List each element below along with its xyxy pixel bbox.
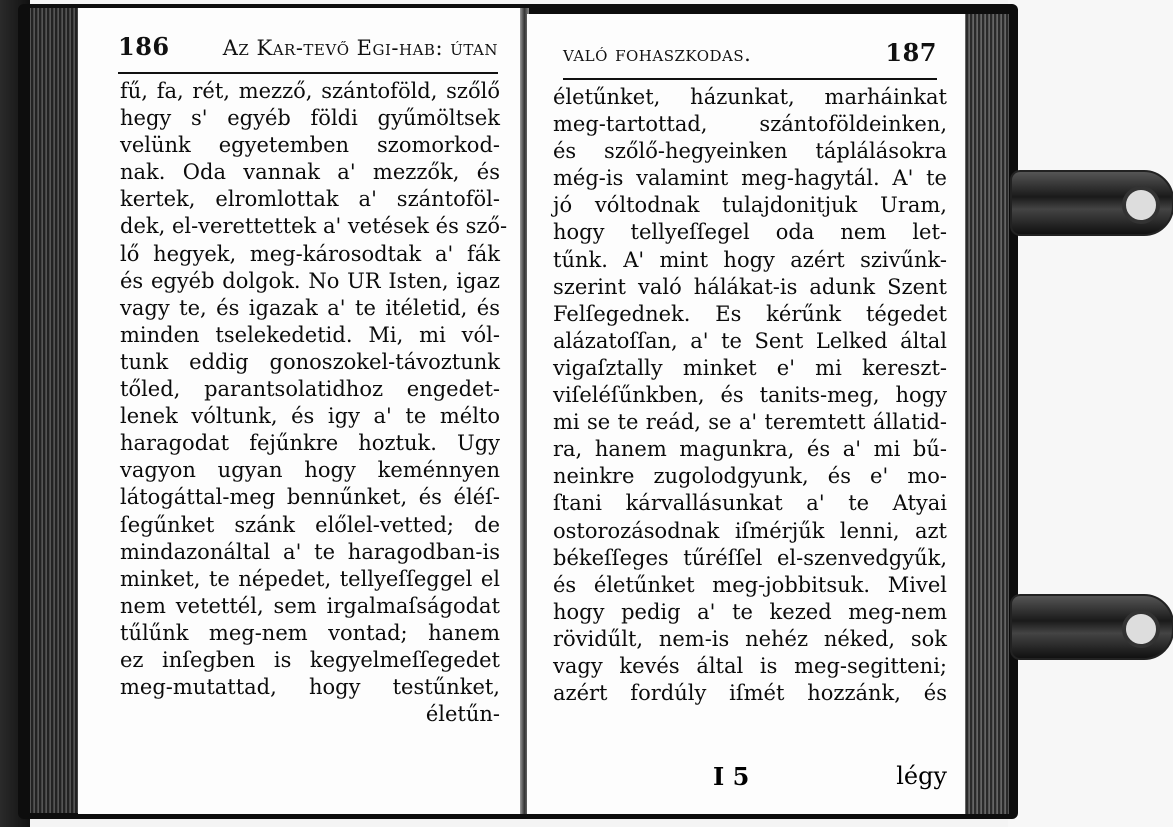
- right-page-text-line: vigaſztally minket e' mi kereszt-: [553, 355, 947, 380]
- left-page-text-line: látogáttal-meg bennűnket, és éléſ-: [120, 485, 500, 510]
- right-page-text-line: békeſſeges tűréſſel el-szenvedgyűk,: [553, 545, 947, 570]
- left-page-text-line: vagyon ugyan hogy keménnyen: [120, 458, 500, 483]
- right-page-text-line: ſtani kárvallásunkat a' te Atyai: [553, 491, 947, 516]
- left-page-text-line: hegy s' egyéb földi gyűmöltsek: [120, 106, 500, 131]
- left-page-text-line: tűlűnk meg-nem vontad; hanem: [120, 620, 500, 645]
- right-page-footer: [553, 762, 947, 791]
- left-page-text: [120, 78, 508, 728]
- right-page-text-line: és szőlő-hegyeinken táplálásokra: [553, 139, 947, 164]
- left-page-text-line: ſegűnket szánk előlel-vetted; de: [120, 512, 500, 537]
- right-page-text-line: viſeléſűnkben, és tanits-meg, hogy: [553, 383, 947, 408]
- left-page-text-line: és egyéb dolgok. No UR Isten, igaz: [120, 268, 500, 293]
- page-edges-left: [30, 8, 78, 813]
- right-page-text: [553, 84, 947, 707]
- right-page-text-line: Felſegednek. Es kérűnk tégedet: [553, 301, 947, 326]
- left-page-text-line: tunk eddig gonoszokel-távoztunk: [120, 349, 500, 374]
- left-page-text-line: tőled, parantsolatidhoz engedet-: [120, 377, 500, 402]
- right-page-text-line: alázatoſſan, a' te Sent Lelked által: [553, 328, 947, 353]
- right-page-text-line: neinkre zugolodgyunk, és e' mo-: [553, 464, 947, 489]
- right-page-text-line: rövidűlt, nem-is nehéz néked, sok: [553, 626, 947, 651]
- left-page-text-line: vagy te, és igazak a' te itéletid, és: [120, 295, 500, 320]
- right-page-text-line: szerint való hálákat-is adunk Szent: [553, 274, 947, 299]
- left-running-head: Az Kar-tevő Egi-hab: útan: [222, 36, 498, 60]
- left-page-text-line: lő hegyek, meg-károsodtak a' fák: [120, 241, 500, 266]
- left-page-text-line: minden tselekedetid. Mi, mi vól-: [120, 322, 500, 347]
- right-page-text-line: hogy pedig a' te kezed meg-nem: [553, 599, 947, 624]
- clasp-icon-lower: [1010, 594, 1173, 660]
- left-page-header: [118, 32, 498, 74]
- right-page-text-line: azért fordúly iſmét hozzánk, és: [553, 681, 947, 706]
- left-page-text-line: ez inſegben is kegyelmeſſegedet: [120, 647, 500, 672]
- left-page-number: 186: [118, 32, 170, 61]
- right-page-text-line: tűnk. A' mint hogy azért szivűnk-: [553, 247, 947, 272]
- right-page-text-line: még-is valamint meg-hagytál. A' te: [553, 166, 947, 191]
- left-page-text-line: életűn-: [425, 702, 500, 727]
- right-page-number: 187: [885, 38, 937, 67]
- left-page-text-line: nem vetettél, sem irgalmaſságodat: [120, 593, 500, 618]
- right-page-text-line: életűnket, házunkat, marháinkat: [553, 85, 947, 109]
- left-page-text-line: dek, el-verettettek a' vetések és sző-: [120, 214, 508, 239]
- left-page: [78, 8, 522, 814]
- left-page-text-line: kertek, elromlottak a' szántoföl-: [120, 187, 500, 212]
- right-page-text-line: ostorozásodnak iſmérjűk lenni, azt: [553, 518, 947, 543]
- right-page-text-line: hogy tellyeſſegel oda nem let-: [553, 220, 947, 245]
- right-page-text-line: jó vóltodnak tulajdonitjuk Uram,: [553, 193, 947, 218]
- left-page-text-line: haragodat fejűnkre hoztuk. Ugy: [120, 431, 500, 456]
- right-running-head: való fohaszkodas.: [563, 42, 752, 66]
- background-right: [1008, 0, 1173, 827]
- right-page-header: [563, 38, 937, 80]
- right-page-text-line: mi se te reád, se a' teremtett állatid-: [553, 410, 947, 435]
- right-page: [527, 14, 965, 814]
- left-page-text-line: minket, te népedet, tellyeſſeggel el: [120, 566, 500, 591]
- left-page-text-line: fű, fa, rét, mezző, szántoföld, szőlő: [120, 79, 500, 103]
- left-page-text-line: lenek vóltunk, és igy a' te mélto: [120, 404, 500, 429]
- right-page-text-line: vagy kevés által is meg-segitteni;: [553, 653, 947, 678]
- right-page-text-line: és életűnket meg-jobbitsuk. Mivel: [553, 572, 947, 597]
- left-page-text-line: mindazonáltal a' te haragodban-is: [120, 539, 500, 564]
- left-page-text-line: meg-mutattad, hogy testűnket,: [120, 675, 500, 700]
- page-edges-right: [965, 14, 1009, 814]
- right-page-text-line: meg-tartottad, szántoföldeinken,: [553, 112, 947, 137]
- left-page-text-line: velünk egyetemben szomorkod-: [120, 133, 500, 158]
- signature-mark: I 5: [713, 762, 750, 791]
- catchword: légy: [896, 762, 947, 790]
- right-page-text-line: ra, hanem magunkra, és a' mi bű-: [553, 437, 947, 462]
- left-page-text-line: nak. Oda vannak a' mezzők, és: [120, 160, 500, 185]
- clasp-icon-upper: [1010, 170, 1173, 236]
